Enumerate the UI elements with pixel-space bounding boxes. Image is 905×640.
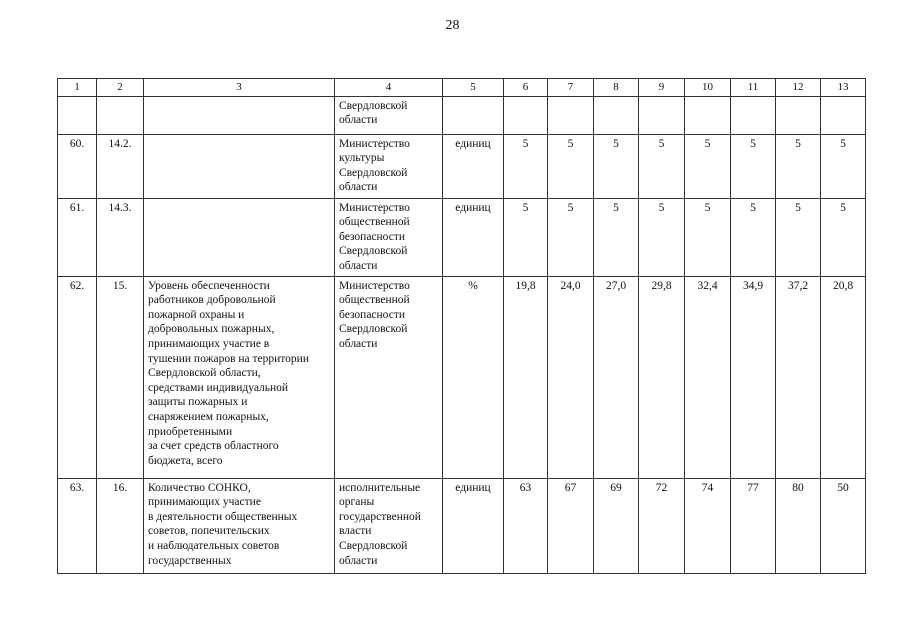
value-cell: 5 <box>821 198 866 276</box>
header-cell: 10 <box>685 79 731 97</box>
responsible-body-cell-line: Свердловской <box>339 323 408 336</box>
indicator-name-cell <box>144 198 335 276</box>
indicator-table <box>57 78 866 574</box>
value-cell: 5 <box>504 134 548 198</box>
indicator-name-cell-line: Свердловской области, <box>148 367 261 380</box>
responsible-body-cell-line: области <box>339 114 378 127</box>
value-cell: 5 <box>594 134 639 198</box>
responsible-body-cell-line: Министерство <box>339 201 410 214</box>
row-number-cell: 62. <box>58 276 97 478</box>
responsible-body-cell-line: органы <box>339 496 375 509</box>
header-cell: 6 <box>504 79 548 97</box>
value-cell: 24,0 <box>548 276 594 478</box>
value-cell: 5 <box>731 134 776 198</box>
row-number-cell: 63. <box>58 478 97 573</box>
indicator-name-cell-line: приобретенными <box>148 425 233 438</box>
unit-cell: единиц <box>443 198 504 276</box>
indicator-name-cell-line: Уровень обеспеченности <box>148 279 270 292</box>
header-cell: 8 <box>594 79 639 97</box>
responsible-body-cell-line: Министерство <box>339 137 410 150</box>
responsible-body-cell-line: Свердловской <box>339 539 408 552</box>
responsible-body-cell-line: Министерство <box>339 279 410 292</box>
value-cell: 74 <box>685 478 731 573</box>
value-cell <box>821 96 866 134</box>
table-row <box>58 478 866 573</box>
value-cell <box>504 96 548 134</box>
table-row <box>58 198 866 276</box>
responsible-body-cell-line: безопасности <box>339 230 406 243</box>
header-cell: 13 <box>821 79 866 97</box>
value-cell <box>731 96 776 134</box>
table-row <box>58 134 866 198</box>
value-cell: 69 <box>594 478 639 573</box>
indicator-name-cell-line: Количество СОНКО, <box>148 481 251 494</box>
header-cell: 12 <box>776 79 821 97</box>
header-cell: 11 <box>731 79 776 97</box>
unit-cell <box>443 96 504 134</box>
responsible-body-cell <box>335 478 443 573</box>
value-cell: 5 <box>594 198 639 276</box>
value-cell: 50 <box>821 478 866 573</box>
responsible-body-cell <box>335 96 443 134</box>
value-cell: 5 <box>731 198 776 276</box>
value-cell <box>594 96 639 134</box>
header-cell: 1 <box>58 79 97 97</box>
responsible-body-cell-line: общественной <box>339 216 410 229</box>
indicator-name-cell-line: пожарной охраны и <box>148 308 245 321</box>
indicator-name-cell-line: работников добровольной <box>148 294 276 307</box>
indicator-name-cell-line: государственных <box>148 554 232 567</box>
header-row <box>58 79 866 97</box>
sub-number-cell: 15. <box>97 276 144 478</box>
indicator-name-cell-line: защиты пожарных и <box>148 396 248 409</box>
indicator-name-cell-line: бюджета, всего <box>148 454 223 467</box>
indicator-name-cell-line: принимающих участие в <box>148 337 270 350</box>
indicator-name-cell-line: снаряжением пожарных, <box>148 410 269 423</box>
value-cell: 5 <box>548 198 594 276</box>
value-cell: 37,2 <box>776 276 821 478</box>
responsible-body-cell-line: области <box>339 337 378 350</box>
indicator-name-cell-line: средствами индивидуальной <box>148 381 289 394</box>
value-cell: 67 <box>548 478 594 573</box>
value-cell: 29,8 <box>639 276 685 478</box>
header-cell: 9 <box>639 79 685 97</box>
responsible-body-cell-line: Свердловской <box>339 166 408 179</box>
value-cell: 5 <box>639 134 685 198</box>
sub-number-cell: 16. <box>97 478 144 573</box>
value-cell: 77 <box>731 478 776 573</box>
value-cell <box>548 96 594 134</box>
unit-cell: единиц <box>443 478 504 573</box>
value-cell: 20,8 <box>821 276 866 478</box>
responsible-body-cell-line: безопасности <box>339 308 406 321</box>
row-number-cell: 61. <box>58 198 97 276</box>
responsible-body-cell-line: власти <box>339 525 372 538</box>
indicator-name-cell <box>144 96 335 134</box>
responsible-body-cell <box>335 198 443 276</box>
table-body <box>58 96 866 573</box>
value-cell: 32,4 <box>685 276 731 478</box>
responsible-body-cell-line: области <box>339 181 378 194</box>
sub-number-cell: 14.3. <box>97 198 144 276</box>
indicator-name-cell <box>144 134 335 198</box>
table-row <box>58 96 866 134</box>
value-cell: 5 <box>685 134 731 198</box>
responsible-body-cell-line: Свердловской <box>339 245 408 258</box>
indicator-name-cell-line: и наблюдательных советов <box>148 539 280 552</box>
header-cell: 4 <box>335 79 443 97</box>
indicator-name-cell-line: за счет средств областного <box>148 440 279 453</box>
value-cell: 5 <box>504 198 548 276</box>
value-cell: 5 <box>821 134 866 198</box>
indicator-name-cell <box>144 276 335 478</box>
sub-number-cell: 14.2. <box>97 134 144 198</box>
sub-number-cell <box>97 96 144 134</box>
value-cell <box>639 96 685 134</box>
responsible-body-cell-line: государственной <box>339 510 421 523</box>
row-number-cell <box>58 96 97 134</box>
responsible-body-cell-line: общественной <box>339 294 410 307</box>
value-cell: 5 <box>548 134 594 198</box>
indicator-name-cell-line: советов, попечительских <box>148 525 270 538</box>
responsible-body-cell <box>335 134 443 198</box>
value-cell: 5 <box>776 198 821 276</box>
indicator-name-cell-line: добровольных пожарных, <box>148 323 275 336</box>
table-row <box>58 276 866 478</box>
header-cell: 5 <box>443 79 504 97</box>
header-cell: 3 <box>144 79 335 97</box>
value-cell <box>776 96 821 134</box>
page-number: 28 <box>445 18 460 33</box>
value-cell: 5 <box>776 134 821 198</box>
value-cell: 80 <box>776 478 821 573</box>
indicator-name-cell-line: тушении пожаров на территории <box>148 352 309 365</box>
value-cell: 5 <box>685 198 731 276</box>
responsible-body-cell <box>335 276 443 478</box>
row-number-cell: 60. <box>58 134 97 198</box>
responsible-body-cell-line: исполнительные <box>339 481 421 494</box>
indicator-name-cell <box>144 478 335 573</box>
header-cell: 7 <box>548 79 594 97</box>
responsible-body-cell-line: области <box>339 259 378 272</box>
indicator-name-cell-line: принимающих участие <box>148 496 261 509</box>
unit-cell: % <box>443 276 504 478</box>
value-cell: 72 <box>639 478 685 573</box>
indicator-name-cell-line: в деятельности общественных <box>148 510 298 523</box>
value-cell: 19,8 <box>504 276 548 478</box>
responsible-body-cell-line: области <box>339 554 378 567</box>
responsible-body-cell-line: культуры <box>339 152 385 165</box>
header-cell: 2 <box>97 79 144 97</box>
value-cell: 5 <box>639 198 685 276</box>
value-cell: 27,0 <box>594 276 639 478</box>
responsible-body-cell-line: Свердловской <box>339 99 408 112</box>
value-cell <box>685 96 731 134</box>
value-cell: 63 <box>504 478 548 573</box>
value-cell: 34,9 <box>731 276 776 478</box>
unit-cell: единиц <box>443 134 504 198</box>
